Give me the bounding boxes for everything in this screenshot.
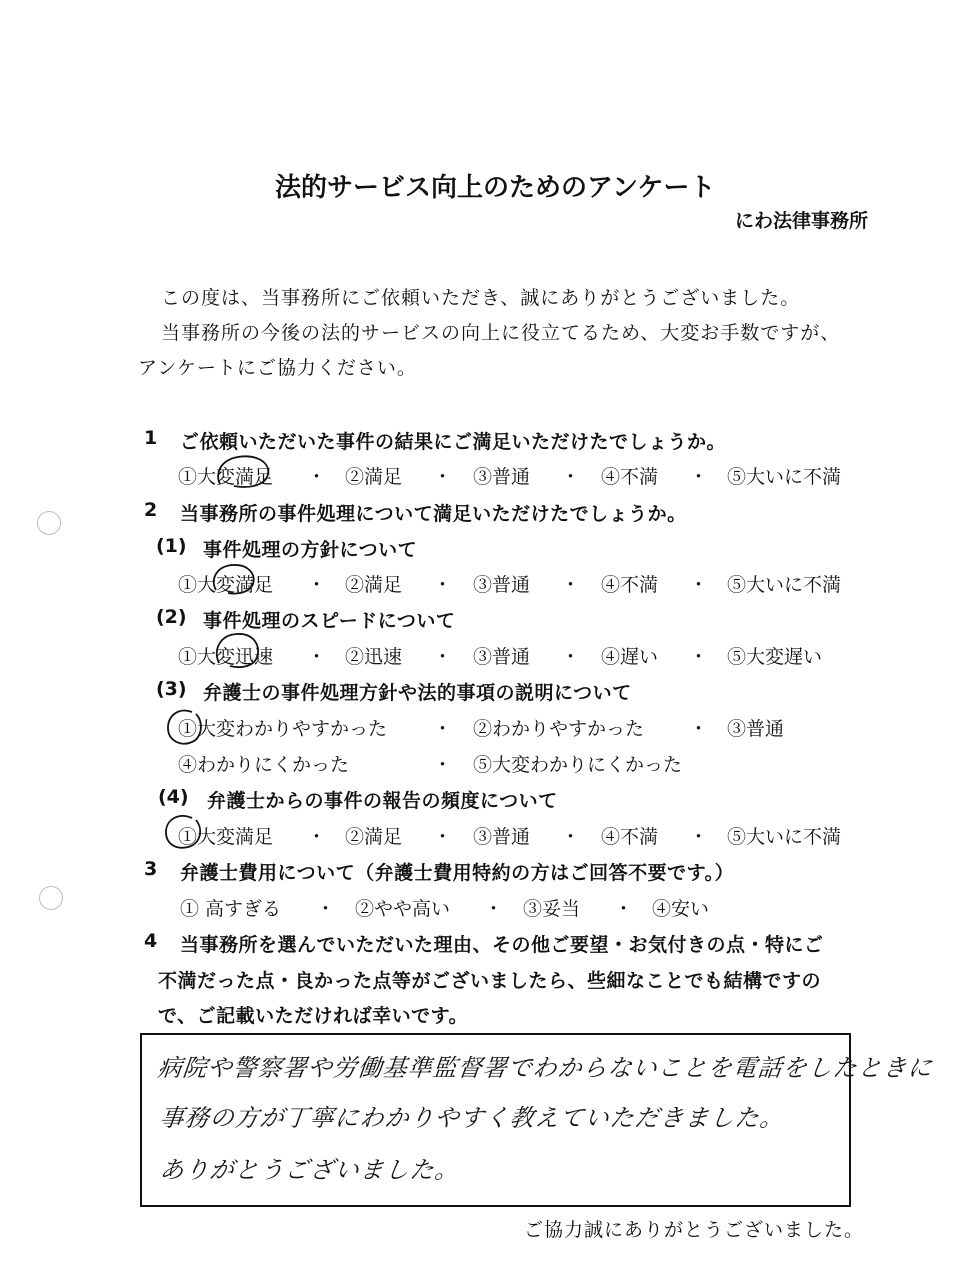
q2-3-number: (3) [156,678,187,700]
separator: ・ [689,718,709,740]
separator: ・ [316,898,336,920]
q2-1-option-5[interactable]: ⑤大いに不満 [727,574,842,596]
q2-2-question: 事件処理のスピードについて [203,610,456,632]
separator: ・ [689,826,709,848]
q3-number: 3 [144,858,158,880]
separator: ・ [484,898,504,920]
intro-line-3: アンケートにご協力ください。 [138,357,417,379]
q1-option-5[interactable]: ⑤大いに不満 [727,466,842,488]
q2-question: 当事務所の事件処理について満足いただけたでしょうか。 [180,503,687,525]
q2-3-option-2[interactable]: ②わかりやすかった [473,718,645,740]
q3-option-1[interactable]: ① 高すぎる [180,898,282,920]
answer-line-3: ありがとうございました。 [158,1156,462,1184]
separator: ・ [433,718,453,740]
separator: ・ [307,826,327,848]
q2-1-option-1[interactable]: ①大変満足 [178,574,274,596]
separator: ・ [433,646,453,668]
punch-hole-bottom [39,886,63,910]
separator: ・ [307,646,327,668]
q2-2-option-2[interactable]: ②迅速 [345,646,403,668]
q4-number: 4 [144,930,158,952]
q3-option-2[interactable]: ②やや高い [355,898,451,920]
q2-2-option-1[interactable]: ①大変迅速 [178,646,274,668]
intro-line-1: この度は、当事務所にご依頼いただき、誠にありがとうございました。 [161,287,801,309]
separator: ・ [561,646,581,668]
separator: ・ [561,826,581,848]
separator: ・ [307,574,327,596]
q2-number: 2 [144,499,158,521]
q1-option-3[interactable]: ③普通 [473,466,531,488]
q2-2-option-3[interactable]: ③普通 [473,646,531,668]
separator: ・ [614,898,634,920]
separator: ・ [433,826,453,848]
q3-option-4[interactable]: ④安い [652,898,710,920]
answer-line-2: 事務の方が丁寧にわかりやすく教えていただきました。 [158,1104,787,1132]
q1-option-4[interactable]: ④不満 [601,466,659,488]
q2-3-selection-circle [162,704,208,750]
q4-line-2: 不満だった点・良かった点等がございましたら、些細なことでも結構ですの [158,970,822,992]
q2-4-number: (4) [158,786,189,808]
q2-3-option-4[interactable]: ④わかりにくかった [178,754,350,776]
q4-line-3: で、ご記載いただければ幸いです。 [158,1005,469,1027]
q3-question: 弁護士費用について（弁護士費用特約の方はご回答不要です。） [180,862,735,884]
q2-3-option-1[interactable]: ①大変わかりやすかった [178,718,388,740]
q2-3-option-3[interactable]: ③普通 [727,718,785,740]
separator: ・ [433,466,453,488]
q1-number: 1 [144,427,158,449]
q2-1-option-4[interactable]: ④不満 [601,574,659,596]
q3-option-3[interactable]: ③妥当 [523,898,581,920]
q2-1-question: 事件処理の方針について [203,539,418,561]
q2-1-selection-circle [206,560,260,598]
q2-4-option-4[interactable]: ④不満 [601,826,659,848]
separator: ・ [561,574,581,596]
q2-3-question: 弁護士の事件処理方針や法的事項の説明について [203,682,632,704]
q2-4-option-5[interactable]: ⑤大いに不満 [727,826,842,848]
separator: ・ [307,466,327,488]
q2-1-option-2[interactable]: ②満足 [345,574,403,596]
separator: ・ [689,466,709,488]
separator: ・ [689,574,709,596]
q2-3-option-5[interactable]: ⑤大変わかりにくかった [473,754,683,776]
q2-2-option-5[interactable]: ⑤大変遅い [727,646,823,668]
q2-2-option-4[interactable]: ④遅い [601,646,659,668]
separator: ・ [561,466,581,488]
separator: ・ [689,646,709,668]
q1-question: ご依頼いただいた事件の結果にご満足いただけたでしょうか。 [180,431,727,453]
q1-selection-circle [212,452,274,492]
q2-4-question: 弁護士からの事件の報告の頻度について [207,790,558,812]
q2-2-selection-circle [210,629,264,673]
q2-4-option-3[interactable]: ③普通 [473,826,531,848]
punch-hole-top [37,511,61,535]
q2-1-number: (1) [156,535,187,557]
answer-line-1: 病院や警察署や労働基準監督署でわからないことを電話をしたときに [156,1054,935,1082]
thanks-message: ご協力誠にありがとうございました。 [524,1219,865,1241]
q2-1-option-3[interactable]: ③普通 [473,574,531,596]
firm-name: にわ法律事務所 [735,210,869,232]
intro-line-2: 当事務所の今後の法的サービスの向上に役立てるため、大変お手数ですが、 [161,322,841,344]
q4-line-1: 当事務所を選んでいただいた理由、その他ご要望・お気付きの点・特にご [180,934,824,956]
q1-option-2[interactable]: ②満足 [345,466,403,488]
q2-4-selection-circle [160,810,208,854]
separator: ・ [433,574,453,596]
separator: ・ [433,754,453,776]
q1-option-1[interactable]: ①大変満足 [178,466,274,488]
q2-4-option-1[interactable]: ①大変満足 [178,826,274,848]
q2-2-number: (2) [156,606,187,628]
document-title: 法的サービス向上のためのアンケート [275,173,716,203]
q2-4-option-2[interactable]: ②満足 [345,826,403,848]
